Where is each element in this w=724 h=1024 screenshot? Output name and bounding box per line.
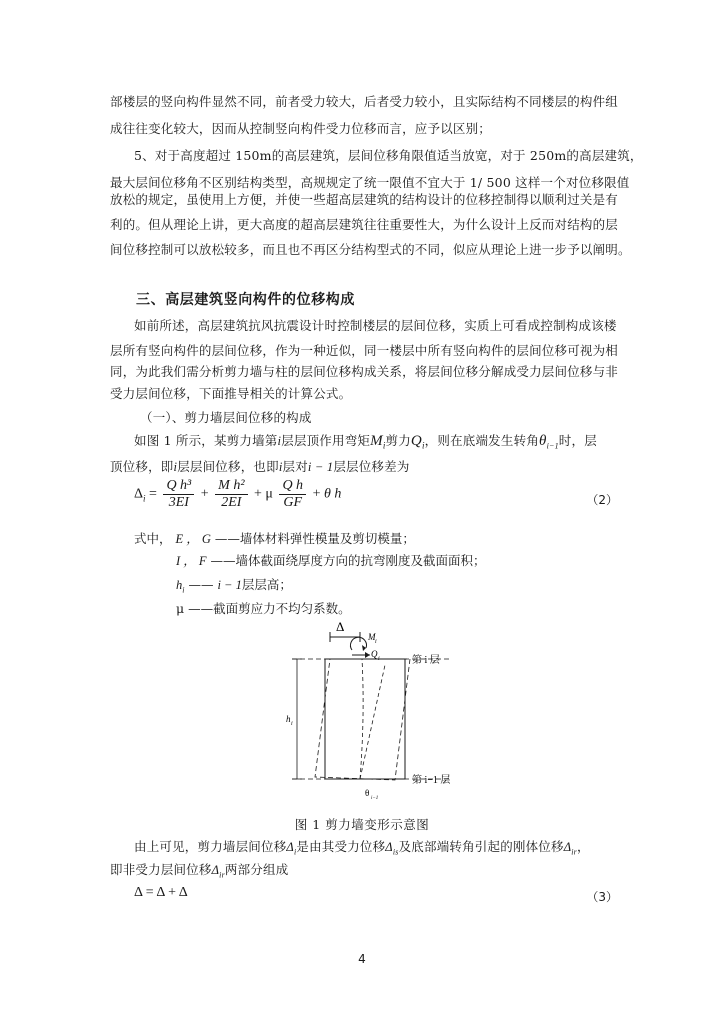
where-description: 层层高； [241, 577, 292, 592]
subheading: （一）、剪力墙层间位移的构成 [140, 410, 312, 425]
text-fragment: 及底部端转角引起的刚体位移 [398, 839, 564, 854]
math-symbol: Δ [286, 840, 294, 854]
text-fragment: 顶位移，即 [110, 459, 174, 474]
math-symbol: Δ [385, 840, 393, 854]
equation-term-2 [215, 478, 247, 511]
svg-text:i: i [291, 721, 293, 727]
floor-i-1-label: 第 i−1 层 [412, 775, 451, 786]
fraction-numerator: Q h³ [163, 478, 194, 495]
text-fragment: 即非受力层间位移 [110, 862, 212, 877]
floor-i-label: 第 i 层 [412, 655, 440, 666]
text-fragment: 时，层 [558, 433, 597, 448]
fraction-denominator: 3EI [168, 495, 189, 510]
paragraph-2-line-5: 间位移控制可以放松较多，而且也不再区分结构型式的不同，似应从理论上进一步予以阐明。 [110, 242, 631, 257]
math-symbol: i − 1 [307, 460, 334, 474]
where-description: ——截面剪应力不均匀系数。 [188, 601, 351, 616]
paragraph-3-line-1: 如前所述，高层建筑抗风抗震设计时控制楼层的层间位移，实质上可看成控制构成该楼 [134, 318, 617, 333]
moment-label: M [368, 632, 376, 642]
text-fragment: 如图 1 所示，某剪力墙第 [134, 433, 278, 448]
equation-2-number: （2） [586, 493, 618, 507]
where-intro: 式中， [134, 531, 172, 546]
math-symbol: Δ [563, 840, 572, 854]
svg-text:i: i [375, 639, 377, 645]
text-fragment: 由上可见，剪力墙层间位移 [134, 839, 287, 854]
where-description: —— [188, 577, 214, 592]
paragraph-1-line-1: 部楼层的竖向构件显然不同，前者受力较大，后者受力较小，且实际结构不同楼层的构件组 [110, 94, 619, 109]
paragraph-2-line-3: 放松的规定，虽使用上方便，并使一些超高层建筑的结构设计的位移控制得以顺利过关是有 [110, 192, 619, 207]
fraction-numerator: M h² [215, 478, 247, 495]
text-fragment: 层层间位移，也即 [177, 459, 279, 474]
math-symbol: i [277, 434, 282, 448]
where-description: ——墙体材料弹性模量及剪切模量； [214, 531, 415, 546]
text-fragment: 剪力 [385, 433, 411, 448]
paragraph-3-line-4: 受力层间位移，下面推导相关的计算公式。 [110, 386, 352, 401]
paragraph-5-line-2: 即非受力层间位移$\Delta_{ir}$两部分组成 [110, 862, 289, 880]
where-row-2 [176, 553, 486, 569]
math-symbol: E ， G [175, 532, 211, 546]
text-fragment: ， [577, 839, 590, 854]
equation-lhs: Δ [134, 486, 144, 502]
deformed-centerline [360, 659, 363, 779]
math-symbol: i − 1 [217, 578, 242, 592]
where-row-3: $h_i$ —— i − 1层层高； [176, 577, 292, 595]
delta-label: Δ [336, 619, 345, 634]
math-symbol: Δ [211, 863, 220, 877]
paragraph-3-line-3: 同，为此我们需分析剪力墙与柱的层间位移构成关系，将层间位移分解成受力层间位移与非 [110, 364, 619, 379]
svg-text:i: i [378, 656, 380, 662]
paragraph-4-line-2 [110, 459, 618, 475]
mu-symbol: μ [265, 486, 273, 502]
figure-caption: 图 1 剪力墙变形示意图 [294, 817, 430, 832]
paragraph-4-line-1: 如图 1 所示，某剪力墙第i层层顶作用弯矩$M_i$剪力$Q_i$，则在底端发生转角$\theta_{i-1}$时，层 [134, 433, 597, 451]
math-symbol: I ， F [176, 554, 207, 568]
page-number: 4 [358, 952, 366, 966]
paragraph-2-line-4: 利的。但从理论上讲，更大高度的超高层建筑往往重要性大，为什么设计上反而对结构的层 [110, 217, 619, 232]
original-wall [325, 659, 405, 779]
height-label: h [286, 714, 291, 724]
figure-shear-wall-deformation [270, 615, 470, 810]
fraction-denominator: GF [283, 495, 303, 510]
math-symbol: i [173, 460, 178, 474]
text-fragment: 层层顶作用弯矩 [281, 433, 371, 448]
svg-text:i−1: i−1 [371, 796, 379, 801]
paragraph-2-line-2: 最大层间位移角不区别结构类型，高规规定了统一限值不宜大于 1/ 500 这样一个对位移限值 [110, 175, 630, 190]
paragraph-2-line-1: 5、对于高度超过 150m的高层建筑，层间位移角限值适当放宽，对于 250m的高层建筑， [134, 148, 643, 163]
equation-3-number: （3） [586, 890, 618, 904]
where-description: ——墙体截面绕厚度方向的抗弯刚度及截面面积； [210, 553, 486, 568]
equation-term-4: θ h [323, 486, 342, 502]
math-symbol: Q [410, 433, 422, 449]
fraction-denominator: 2EI [221, 495, 242, 510]
text-fragment: ，则在底端发生转角 [424, 433, 539, 448]
text-fragment: 层对 [282, 459, 308, 474]
math-symbol: i [278, 460, 283, 474]
paragraph-1-line-2: 成往往变化较大，因而从控制竖向构件受力位移而言，应予以区别； [110, 121, 492, 136]
text-fragment: 是由其受力位移 [296, 839, 386, 854]
math-symbol: h [176, 578, 183, 592]
equation-2: $\Delta_i$ = $\frac{\text{Q h³}}{3EI}$ + $\frac{\text{M h²}}{2EI}$ + μ $\frac{\text{Q h}}{GF}$ + θ h [134, 478, 342, 510]
theta-label: θ [365, 788, 370, 798]
where-row-1 [134, 531, 415, 547]
math-symbol: θ [538, 433, 547, 449]
math-symbol: μ [176, 601, 185, 616]
equation-3: Δ = Δ + Δ [134, 885, 188, 900]
text-fragment: 层层位移差为 [333, 459, 410, 474]
equation-term-1 [163, 478, 194, 511]
math-symbol: M [370, 433, 383, 449]
paragraph-3-line-2: 层所有竖向构件的层间位移，作为一种近似，同一楼层中所有竖向构件的层间位移可视为相 [110, 343, 619, 358]
equation-term-3 [279, 478, 306, 511]
text-fragment: 两部分组成 [224, 862, 289, 877]
shear-label: Q [371, 649, 378, 659]
paragraph-5-line-1: 由上可见，剪力墙层间位移$\Delta_i$是由其受力位移$\Delta_{is}$及底部端转角引起的刚体位移$\Delta_{ir}$， [134, 839, 590, 857]
fraction-numerator: Q h [279, 478, 306, 495]
section-heading: 三、高层建筑竖向构件的位移构成 [136, 292, 355, 308]
